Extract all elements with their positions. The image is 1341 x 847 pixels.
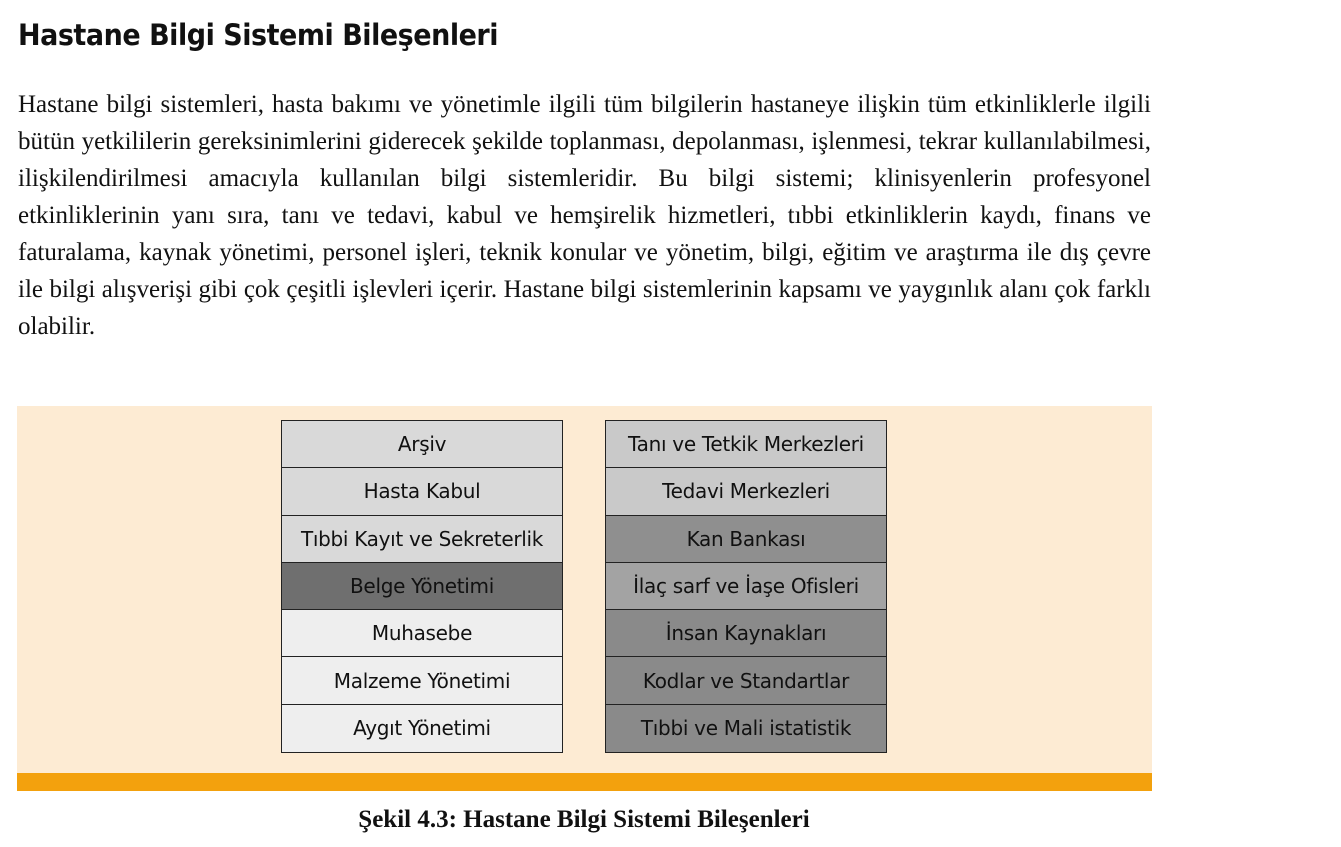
component-box: Arşiv — [282, 421, 562, 468]
section-heading: Hastane Bilgi Sistemi Bileşenleri — [18, 18, 499, 52]
component-box: İlaç sarf ve İaşe Ofisleri — [606, 563, 886, 610]
right-component-column — [605, 420, 887, 753]
component-box: Tıbbi ve Mali istatistik — [606, 705, 886, 752]
component-box: Tıbbi Kayıt ve Sekreterlik — [282, 516, 562, 563]
component-box: Hasta Kabul — [282, 468, 562, 515]
component-box: Tanı ve Tetkik Merkezleri — [606, 421, 886, 468]
component-box: Malzeme Yönetimi — [282, 657, 562, 704]
component-box: Muhasebe — [282, 610, 562, 657]
component-box: Kodlar ve Standartlar — [606, 657, 886, 704]
component-box: Belge Yönetimi — [282, 563, 562, 610]
component-box: İnsan Kaynakları — [606, 610, 886, 657]
component-box: Kan Bankası — [606, 516, 886, 563]
component-box: Tedavi Merkezleri — [606, 468, 886, 515]
figure-caption: Şekil 4.3: Hastane Bilgi Sistemi Bileşenleri — [358, 806, 810, 833]
body-paragraph: Hastane bilgi sistemleri, hasta bakımı ve yönetimle ilgili tüm bilgilerin hastaneye ilişkin tüm etkinliklerle ilgili bütün yetkililerin gereksinimlerini giderecek şekilde toplanması, depolanması, işlenmesi, tekrar kullanılabilmesi, ilişkilendirilmesi amacıyla kullanılan bilgi sistemleridir. Bu bilgi sistemi; klinisyenlerin profesyonel etkinliklerinin yanı sıra, tanı ve tedavi, kabul ve hemşirelik hizmetleri, tıbbi etkinliklerin kaydı, finans ve faturalama, kaynak yönetimi, personel işleri, teknik konular ve yönetim, bilgi, eğitim ve araştırma ile dış çevre ile bilgi alışverişi gibi çok çeşitli işlevleri içerir. Hastane bilgi sistemlerinin kapsamı ve yaygınlık alanı çok farklı olabilir. — [18, 91, 1151, 340]
component-box: Aygıt Yönetimi — [282, 705, 562, 752]
left-component-column — [281, 420, 563, 753]
figure-accent-bar — [17, 773, 1152, 791]
figure-background — [17, 406, 1152, 773]
